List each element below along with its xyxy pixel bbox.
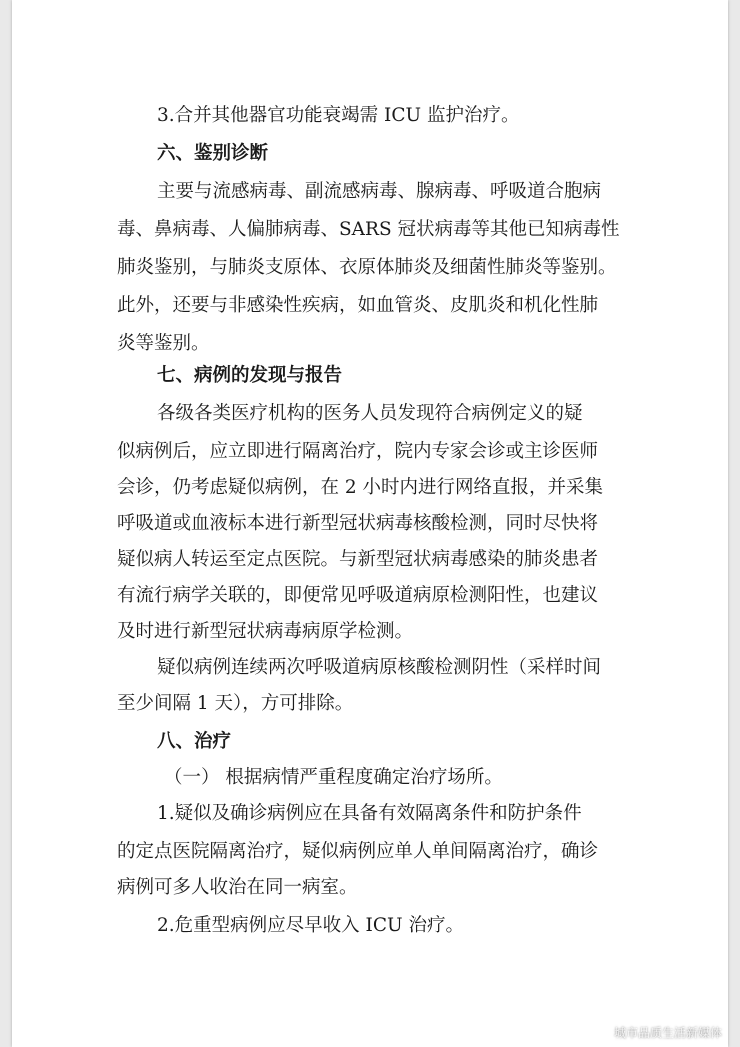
paragraph-line: 3.合并其他器官功能衰竭需 ICU 监护治疗。 — [157, 105, 520, 126]
watermark: 城市品质生活新媒体 — [613, 1026, 722, 1040]
paragraph-line: 肺炎鉴别，与肺炎支原体、衣原体肺炎及细菌性肺炎等鉴别。 — [117, 257, 617, 278]
paragraph-line: 此外，还要与非感染性疾病，如血管炎、皮肌炎和机化性肺 — [117, 295, 599, 316]
paragraph-line: 疑似病人转运至定点医院。与新型冠状病毒感染的肺炎患者 — [117, 549, 599, 570]
paragraph-line: 主要与流感病毒、副流感病毒、腺病毒、呼吸道合胞病 — [157, 181, 602, 202]
paragraph-line: 2.危重型病例应尽早收入 ICU 治疗。 — [157, 915, 464, 936]
paragraph-line: 各级各类医疗机构的医务人员发现符合病例定义的疑 — [157, 403, 583, 424]
paragraph-line: 会诊，仍考虑疑似病例，在 2 小时内进行网络直报，并采集 — [117, 477, 604, 498]
paragraph-line: 病例可多人收治在同一病室。 — [117, 877, 358, 898]
paragraph-line: 及时进行新型冠状病毒病原学检测。 — [117, 621, 414, 642]
section-heading: 八、治疗 — [157, 731, 232, 752]
paragraph-line: 至少间隔 1 天），方可排除。 — [117, 693, 354, 714]
subsection-heading: （一） 根据病情严重程度确定治疗场所。 — [164, 767, 503, 788]
paragraph-line: 疑似病例连续两次呼吸道病原核酸检测阴性（采样时间 — [157, 657, 602, 678]
paragraph-line: 的定点医院隔离治疗，疑似病例应单人单间隔离治疗，确诊 — [117, 841, 599, 862]
paragraph-line: 1.疑似及确诊病例应在具备有效隔离条件和防护条件 — [157, 803, 582, 824]
section-heading: 七、病例的发现与报告 — [157, 365, 343, 386]
paragraph-line: 毒、鼻病毒、人偏肺病毒、SARS 冠状病毒等其他已知病毒性 — [117, 219, 620, 240]
paragraph-line: 有流行病学关联的，即便常见呼吸道病原检测阳性，也建议 — [117, 585, 599, 606]
paragraph-line: 炎等鉴别。 — [117, 333, 210, 354]
paragraph-line: 呼吸道或血液标本进行新型冠状病毒核酸检测，同时尽快将 — [117, 513, 599, 534]
section-heading: 六、鉴别诊断 — [157, 143, 269, 164]
document-page — [12, 0, 728, 1047]
paragraph-line: 似病例后，应立即进行隔离治疗，院内专家会诊或主诊医师 — [117, 441, 599, 462]
